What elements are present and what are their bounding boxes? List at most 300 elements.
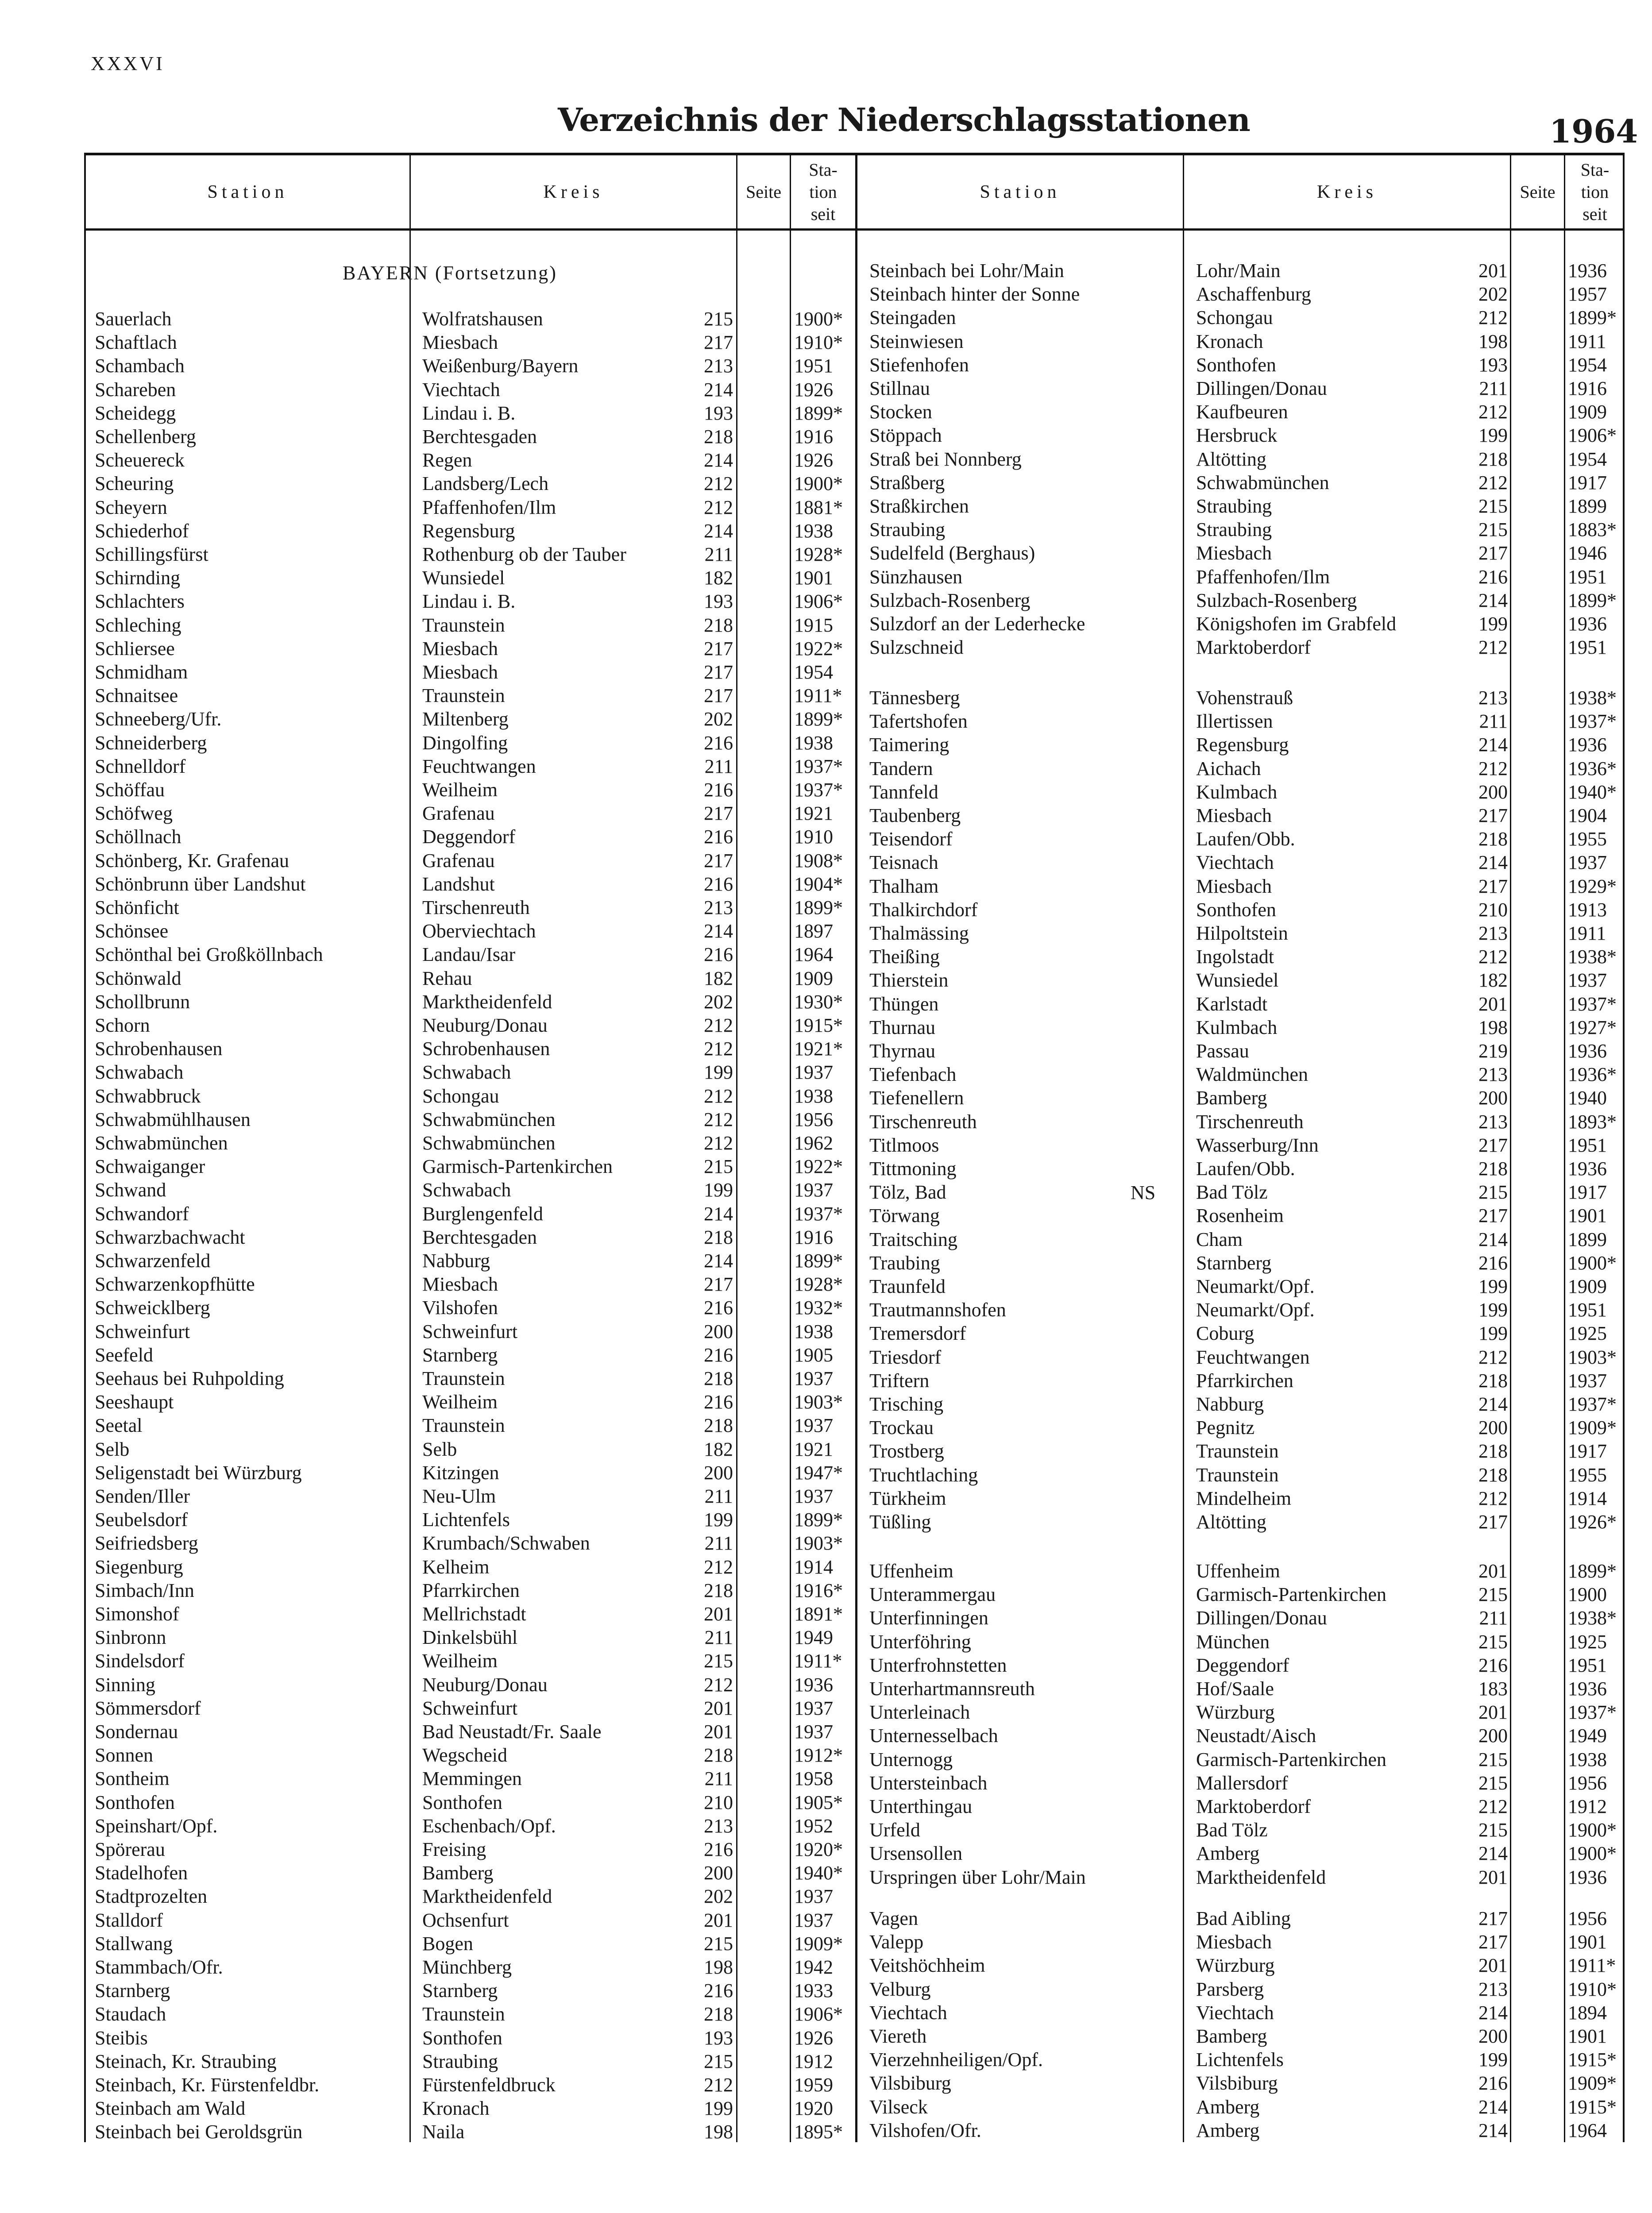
station-name: Sonthofen	[95, 1792, 175, 1813]
kreis-name: Cham	[1196, 1229, 1243, 1250]
station-name: Taubenberg	[869, 805, 961, 826]
station-name: Triftern	[869, 1370, 930, 1392]
seite-number: 212	[1478, 1346, 1508, 1368]
station-name: Schmidham	[95, 661, 188, 683]
station-since-year: 1900*	[1568, 1252, 1617, 1274]
station-name: Törwang	[869, 1205, 940, 1226]
station-since-year: 1921*	[794, 1038, 843, 1060]
kreis-name: Marktheidenfeld	[1196, 1866, 1326, 1888]
seite-number: 213	[704, 355, 733, 377]
station-since-year: 1938*	[1568, 946, 1617, 968]
station-table	[84, 153, 1625, 2142]
station-since-year: 1938	[794, 732, 833, 754]
seite-number: 201	[704, 1909, 733, 1931]
station-name: Schweicklberg	[95, 1297, 210, 1319]
station-name: Taimering	[869, 734, 950, 756]
seite-number: 182	[704, 1438, 733, 1460]
kreis-name: Regensburg	[1196, 734, 1289, 756]
station-since-year: 1911	[1568, 922, 1606, 944]
station-since-year: 1925	[1568, 1322, 1607, 1344]
kreis-name: Traunstein	[422, 1368, 505, 1389]
station-name: Ursensollen	[869, 1843, 963, 1864]
station-name: Sinbronn	[95, 1627, 166, 1648]
station-since-year: 1955	[1568, 828, 1607, 850]
station-since-year: 1954	[794, 661, 833, 683]
kreis-name: Wunsiedel	[1196, 969, 1279, 991]
station-name: Unternesselbach	[869, 1725, 998, 1746]
seite-number: 200	[1478, 1417, 1508, 1438]
station-name: Stöppach	[869, 424, 942, 446]
station-name: Scheuring	[95, 473, 174, 494]
seite-number: 216	[704, 1980, 733, 2001]
kreis-name: Kulmbach	[1196, 1017, 1278, 1038]
station-name: Uffenheim	[869, 1560, 953, 1582]
station-name: Sulzdorf an der Lederhecke	[869, 613, 1085, 635]
station-since-year: 1909*	[1568, 2072, 1617, 2094]
kreis-name: Dinkelsbühl	[422, 1627, 518, 1648]
station-since-year: 1899	[1568, 1229, 1607, 1250]
seite-number: 199	[704, 2097, 733, 2119]
note-ns: NS	[1131, 1182, 1156, 1203]
seite-number: 193	[704, 2027, 733, 2049]
station-name: Schleching	[95, 614, 181, 636]
seite-number: 212	[1478, 758, 1508, 779]
station-since-year: 1900*	[794, 473, 843, 494]
kreis-name: Lichtenfels	[422, 1509, 510, 1531]
station-since-year: 1917	[1568, 1181, 1607, 1203]
seite-number: 193	[1478, 354, 1508, 376]
kreis-name: Amberg	[1196, 2096, 1260, 2118]
seite-number: 199	[704, 1179, 733, 1201]
station-since-year: 1899*	[794, 1509, 843, 1531]
station-name: Theißing	[869, 946, 940, 968]
kreis-name: München	[1196, 1631, 1270, 1653]
seite-number: 201	[704, 1721, 733, 1743]
station-since-year: 1909*	[794, 1933, 843, 1955]
kreis-name: Kulmbach	[1196, 781, 1278, 803]
station-name: Unterföhring	[869, 1631, 971, 1653]
station-name: Schnelldorf	[95, 756, 186, 777]
seite-number: 217	[704, 638, 733, 659]
seite-number: 215	[1478, 495, 1508, 517]
station-since-year: 1895*	[794, 2121, 843, 2143]
station-since-year: 1925	[1568, 1631, 1607, 1653]
station-since-year: 1951	[1568, 636, 1607, 658]
kreis-name: Bamberg	[422, 1862, 494, 1884]
station-name: Veitshöchheim	[869, 1955, 985, 1976]
kreis-name: Marktheidenfeld	[422, 991, 552, 1013]
station-since-year: 1959	[794, 2074, 833, 2096]
station-since-year: 1936	[1568, 260, 1607, 281]
station-since-year: 1947*	[794, 1462, 843, 1484]
kreis-name: Lohr/Main	[1196, 260, 1281, 281]
kreis-name: Deggendorf	[1196, 1654, 1289, 1676]
station-name: Vierzehnheiligen/Opf.	[869, 2049, 1043, 2070]
station-since-year: 1937	[1568, 1370, 1607, 1392]
seite-number: 218	[704, 426, 733, 447]
seite-number: 214	[1478, 590, 1508, 611]
station-name: Thalmässing	[869, 922, 969, 944]
seite-number: 211	[704, 756, 733, 777]
station-since-year: 1936	[1568, 1678, 1607, 1700]
seite-number: 202	[704, 708, 733, 730]
seite-number: 214	[1478, 734, 1508, 756]
seite-number: 217	[704, 1273, 733, 1295]
station-since-year: 1951	[1568, 566, 1607, 588]
kreis-name: Feuchtwangen	[422, 756, 536, 777]
column-rule	[1183, 155, 1184, 2142]
station-name: Sondernau	[95, 1721, 178, 1743]
kreis-name: Königshofen im Grabfeld	[1196, 613, 1397, 635]
station-since-year: 1936	[1568, 1158, 1607, 1180]
station-since-year: 1937*	[794, 779, 843, 801]
seite-number: 217	[704, 685, 733, 706]
station-name: Straubing	[869, 519, 946, 540]
station-name: Trostberg	[869, 1440, 944, 1462]
header-station-seit: Sta- tion seit	[1580, 159, 1610, 224]
station-name: Stammbach/Ofr.	[95, 1956, 223, 1978]
station-since-year: 1909	[1568, 1276, 1607, 1297]
kreis-name: Schongau	[1196, 307, 1273, 328]
kreis-name: Hof/Saale	[1196, 1678, 1274, 1700]
station-name: Türkheim	[869, 1488, 946, 1509]
kreis-name: Marktoberdorf	[1196, 636, 1311, 658]
column-rule	[736, 155, 737, 2142]
station-name: Steinbach hinter der Sonne	[869, 283, 1080, 305]
seite-number: 218	[704, 1580, 733, 1601]
seite-number: 216	[704, 1391, 733, 1413]
station-since-year: 1917	[1568, 472, 1607, 493]
kreis-name: Starnberg	[422, 1344, 498, 1366]
station-since-year: 1937*	[794, 756, 843, 777]
kreis-name: Illertissen	[1196, 710, 1273, 732]
station-since-year: 1905*	[794, 1792, 843, 1813]
station-name: Steibis	[95, 2027, 148, 2049]
station-since-year: 1899*	[1568, 1560, 1617, 1582]
station-name: Scheidegg	[95, 402, 176, 424]
station-name: Tremersdorf	[869, 1322, 966, 1344]
kreis-name: Lindau i. B.	[422, 590, 516, 612]
station-name: Schrobenhausen	[95, 1038, 223, 1060]
kreis-name: Neumarkt/Opf.	[1196, 1276, 1315, 1297]
station-name: Straß bei Nonnberg	[869, 448, 1022, 470]
station-since-year: 1937*	[1568, 993, 1617, 1015]
seite-number: 218	[1478, 1370, 1508, 1392]
station-name: Schneeberg/Ufr.	[95, 708, 222, 730]
header-station: Station	[207, 181, 288, 202]
station-name: Sudelfeld (Berghaus)	[869, 542, 1035, 564]
kreis-name: Wegscheid	[422, 1744, 507, 1766]
station-since-year: 1900*	[794, 308, 843, 330]
kreis-name: Miesbach	[1196, 542, 1272, 564]
seite-number: 216	[1478, 2072, 1508, 2094]
kreis-name: Laufen/Obb.	[1196, 1158, 1295, 1180]
station-name: Schönsee	[95, 920, 169, 942]
station-name: Schaftlach	[95, 332, 177, 353]
station-since-year: 1936	[1568, 734, 1607, 756]
seite-number: 201	[704, 1603, 733, 1625]
kreis-name: Kronach	[1196, 331, 1263, 352]
seite-number: 216	[704, 1344, 733, 1366]
seite-number: 211	[1479, 378, 1508, 399]
seite-number: 182	[1478, 969, 1508, 991]
station-since-year: 1909	[794, 968, 833, 989]
station-name: Stalldorf	[95, 1909, 163, 1931]
station-name: Schönbrunn über Landshut	[95, 873, 306, 895]
station-name: Urspringen über Lohr/Main	[869, 1866, 1086, 1888]
kreis-name: Straubing	[1196, 495, 1272, 517]
station-name: Thüngen	[869, 993, 939, 1015]
station-since-year: 1928*	[794, 544, 843, 565]
station-since-year: 1906*	[794, 2003, 843, 2025]
kreis-name: Grafenau	[422, 802, 495, 824]
station-name: Trockau	[869, 1417, 934, 1438]
station-name: Unterhartmannsreuth	[869, 1678, 1035, 1700]
kreis-name: Dillingen/Donau	[1196, 378, 1327, 399]
seite-number: 201	[1478, 1701, 1508, 1723]
station-since-year: 1901	[794, 567, 833, 589]
seite-number: 212	[704, 2074, 733, 2096]
seite-number: 215	[704, 1933, 733, 1955]
seite-number: 214	[704, 920, 733, 942]
station-since-year: 1911*	[1568, 1955, 1616, 1976]
station-name: Seligenstadt bei Würzburg	[95, 1462, 302, 1484]
station-since-year: 1921	[794, 1438, 833, 1460]
kreis-name: Nabburg	[422, 1250, 490, 1272]
station-since-year: 1938	[1568, 1749, 1607, 1770]
station-since-year: 1933	[794, 1980, 833, 2001]
station-name: Steinbach am Wald	[95, 2097, 246, 2119]
station-since-year: 1949	[1568, 1725, 1607, 1746]
station-name: Tiefenbach	[869, 1064, 957, 1085]
station-name: Seetal	[95, 1415, 143, 1436]
station-name: Schwand	[95, 1179, 166, 1201]
seite-number: 202	[1478, 283, 1508, 305]
station-name: Sontheim	[95, 1768, 170, 1789]
kreis-name: Hilpoltstein	[1196, 922, 1288, 944]
kreis-name: Landau/Isar	[422, 944, 516, 965]
station-name: Siegenburg	[95, 1556, 183, 1578]
station-since-year: 1903*	[1568, 1346, 1617, 1368]
station-name: Schillingsfürst	[95, 544, 208, 565]
station-since-year: 1956	[1568, 1772, 1607, 1794]
seite-number: 216	[1478, 566, 1508, 588]
kreis-name: Neuburg/Donau	[422, 1674, 548, 1696]
kreis-name: Grafenau	[422, 850, 495, 871]
seite-number: 214	[1478, 1843, 1508, 1864]
seite-number: 200	[704, 1321, 733, 1342]
seite-number: 213	[1478, 922, 1508, 944]
station-since-year: 1906*	[1568, 424, 1617, 446]
station-since-year: 1930*	[794, 991, 843, 1013]
station-since-year: 1937*	[1568, 1393, 1617, 1415]
station-name: Unterfrohnstetten	[869, 1654, 1007, 1676]
seite-number: 217	[1478, 1931, 1508, 1953]
seite-number: 212	[704, 1085, 733, 1107]
seite-number: 218	[704, 1226, 733, 1248]
kreis-name: Weißenburg/Bayern	[422, 355, 579, 377]
kreis-name: Schwabmünchen	[422, 1109, 556, 1130]
kreis-name: Würzburg	[1196, 1955, 1275, 1976]
station-since-year: 1899*	[1568, 307, 1617, 328]
station-name: Tafertshofen	[869, 710, 968, 732]
station-name: Schwandorf	[95, 1203, 189, 1225]
station-name: Schönberg, Kr. Grafenau	[95, 850, 289, 871]
seite-number: 212	[704, 497, 733, 518]
seite-number: 201	[704, 1697, 733, 1719]
station-since-year: 1922*	[794, 1156, 843, 1177]
kreis-name: Sonthofen	[1196, 899, 1276, 921]
kreis-name: Altötting	[1196, 448, 1266, 470]
seite-number: 193	[704, 590, 733, 612]
column-rule	[1510, 155, 1511, 2142]
kreis-name: Schrobenhausen	[422, 1038, 550, 1060]
station-name: Spörerau	[95, 1839, 165, 1860]
seite-number: 198	[1478, 1017, 1508, 1038]
kreis-name: Kelheim	[422, 1556, 490, 1578]
station-since-year: 1917	[1568, 1440, 1607, 1462]
seite-number: 218	[704, 1415, 733, 1436]
seite-number: 212	[704, 1674, 733, 1696]
kreis-name: Pfaffenhofen/Ilm	[422, 497, 556, 518]
kreis-name: Pfarrkirchen	[1196, 1370, 1293, 1392]
station-name: Stallwang	[95, 1933, 173, 1955]
station-name: Schönficht	[95, 897, 179, 918]
seite-number: 199	[1478, 2049, 1508, 2070]
kreis-name: Parsberg	[1196, 1978, 1264, 2000]
seite-number: 218	[1478, 448, 1508, 470]
kreis-name: Pfaffenhofen/Ilm	[1196, 566, 1330, 588]
kreis-name: Freising	[422, 1839, 486, 1860]
seite-number: 215	[704, 308, 733, 330]
seite-number: 214	[704, 449, 733, 471]
station-name: Schwarzenfeld	[95, 1250, 211, 1272]
kreis-name: Coburg	[1196, 1322, 1254, 1344]
kreis-name: Viechtach	[422, 379, 500, 401]
header-kreis: Kreis	[1317, 181, 1377, 202]
station-name: Schönthal bei Großköllnbach	[95, 944, 323, 965]
station-since-year: 1891*	[794, 1603, 843, 1625]
station-since-year: 1906*	[794, 590, 843, 612]
seite-number: 199	[704, 1509, 733, 1531]
station-since-year: 1921	[794, 802, 833, 824]
kreis-name: Wunsiedel	[422, 567, 505, 589]
seite-number: 183	[1478, 1678, 1508, 1700]
seite-number: 201	[1478, 993, 1508, 1015]
station-since-year: 1912	[1568, 1796, 1607, 1817]
station-name: Traitsching	[869, 1229, 957, 1250]
station-name: Velburg	[869, 1978, 931, 2000]
seite-number: 217	[1478, 1134, 1508, 1156]
station-since-year: 1964	[1568, 2120, 1607, 2141]
station-since-year: 1932*	[794, 1297, 843, 1319]
kreis-name: Weilheim	[422, 779, 498, 801]
station-since-year: 1937*	[794, 1203, 843, 1225]
station-name: Sonnen	[95, 1744, 153, 1766]
station-since-year: 1893*	[1568, 1111, 1617, 1133]
kreis-name: Krumbach/Schwaben	[422, 1532, 590, 1554]
section-heading: BAYERN (Fortsetzung)	[343, 262, 557, 284]
station-since-year: 1916*	[794, 1580, 843, 1601]
seite-number: 212	[704, 473, 733, 494]
station-since-year: 1942	[794, 1956, 833, 1978]
seite-number: 212	[1478, 946, 1508, 968]
kreis-name: Garmisch-Partenkirchen	[1196, 1584, 1387, 1605]
kreis-name: Schwabach	[422, 1179, 511, 1201]
kreis-name: Traunstein	[1196, 1440, 1279, 1462]
station-name: Schwabbruck	[95, 1085, 201, 1107]
station-name: Tüßling	[869, 1511, 931, 1533]
kreis-name: Miesbach	[422, 661, 498, 683]
station-since-year: 1899	[1568, 495, 1607, 517]
seite-number: 216	[1478, 1654, 1508, 1676]
station-since-year: 1927*	[1568, 1017, 1617, 1038]
kreis-name: Bad Aibling	[1196, 1908, 1291, 1929]
kreis-name: Sonthofen	[422, 1792, 502, 1813]
kreis-name: Straubing	[422, 2051, 498, 2072]
station-since-year: 1957	[1568, 283, 1607, 305]
seite-number: 211	[1479, 710, 1508, 732]
station-since-year: 1910*	[1568, 1978, 1617, 2000]
station-name: Titlmoos	[869, 1134, 939, 1156]
kreis-name: Selb	[422, 1438, 457, 1460]
station-name: Tandern	[869, 758, 933, 779]
seite-number: 215	[1478, 1772, 1508, 1794]
station-since-year: 1964	[794, 944, 833, 965]
station-since-year: 1916	[1568, 378, 1607, 399]
kreis-name: Neustadt/Aisch	[1196, 1725, 1316, 1746]
station-since-year: 1937	[794, 1415, 833, 1436]
seite-number: 217	[704, 661, 733, 683]
station-name: Untersteinbach	[869, 1772, 988, 1794]
seite-number: 214	[1478, 1393, 1508, 1415]
seite-number: 215	[1478, 1819, 1508, 1841]
station-name: Schiederhof	[95, 520, 189, 542]
kreis-name: Neu-Ulm	[422, 1485, 496, 1507]
station-name: Staudach	[95, 2003, 166, 2025]
station-since-year: 1954	[1568, 354, 1607, 376]
station-name: Selb	[95, 1438, 130, 1460]
station-name: Schöffau	[95, 779, 165, 801]
seite-number: 214	[704, 520, 733, 542]
seite-number: 216	[704, 1297, 733, 1319]
seite-number: 198	[704, 2121, 733, 2143]
kreis-name: Marktheidenfeld	[422, 1885, 552, 1907]
kreis-name: Sonthofen	[1196, 354, 1276, 376]
station-name: Tannfeld	[869, 781, 938, 803]
seite-number: 211	[704, 1627, 733, 1648]
seite-number: 200	[1478, 781, 1508, 803]
kreis-name: Wasserburg/Inn	[1196, 1134, 1319, 1156]
station-since-year: 1956	[794, 1109, 833, 1130]
station-since-year: 1937	[794, 1909, 833, 1931]
kreis-name: Laufen/Obb.	[1196, 828, 1295, 850]
station-since-year: 1936	[794, 1674, 833, 1696]
seite-number: 212	[1478, 1796, 1508, 1817]
kreis-name: Altötting	[1196, 1511, 1266, 1533]
station-name: Truchtlaching	[869, 1464, 978, 1486]
kreis-name: Bad Tölz	[1196, 1819, 1268, 1841]
kreis-name: Würzburg	[1196, 1701, 1275, 1723]
station-name: Schönwald	[95, 968, 181, 989]
kreis-name: Straubing	[1196, 519, 1272, 540]
kreis-name: Garmisch-Partenkirchen	[1196, 1749, 1387, 1770]
station-since-year: 1920	[794, 2097, 833, 2119]
station-since-year: 1911	[1568, 331, 1606, 352]
year-label: 1964	[1549, 112, 1638, 150]
station-since-year: 1908*	[794, 850, 843, 871]
station-name: Unterammergau	[869, 1584, 996, 1605]
